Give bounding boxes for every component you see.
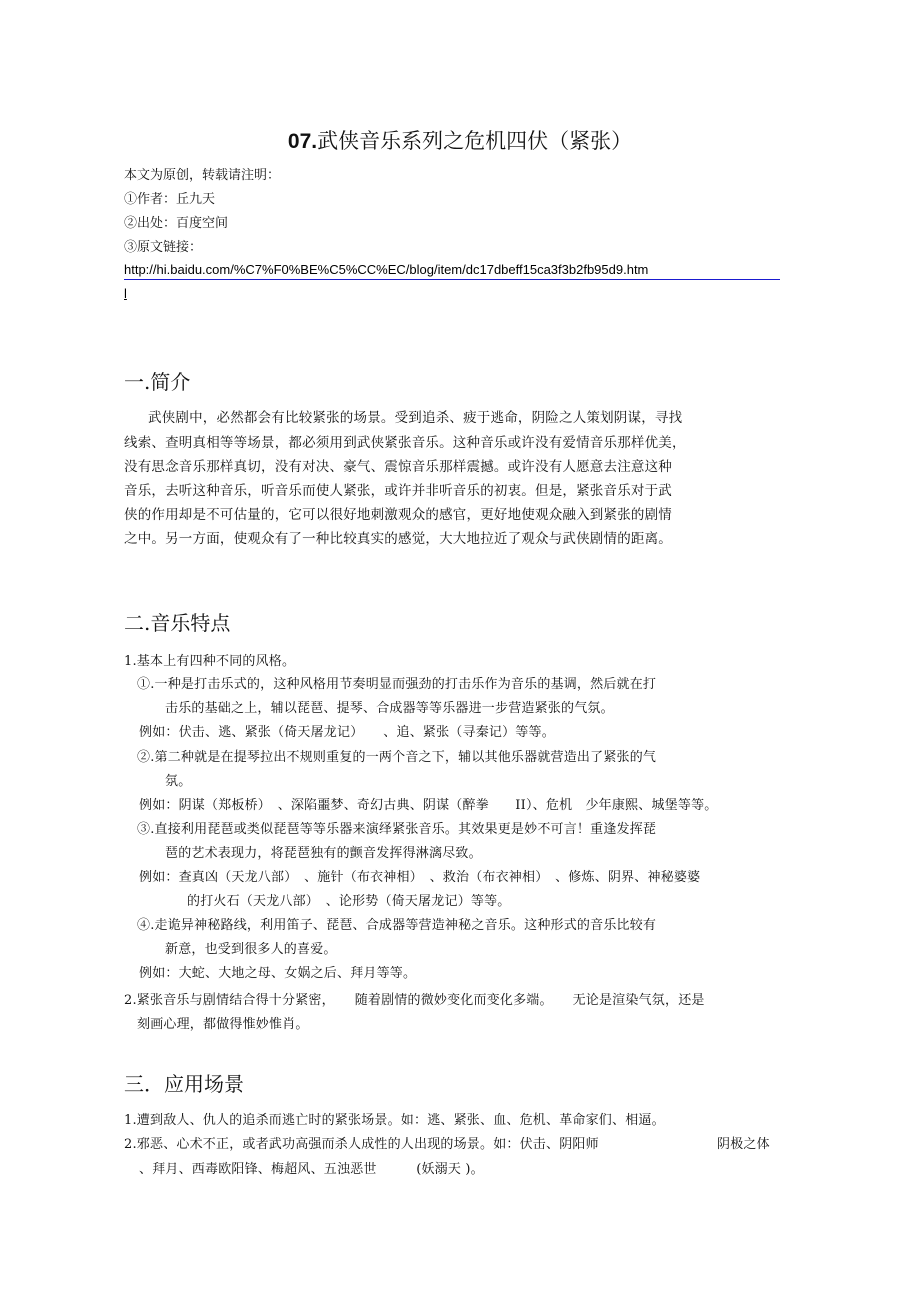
original-notice: 本文为原创，转载请注明：: [124, 168, 281, 183]
link-underline: [124, 279, 780, 280]
author-line: ①作者：丘九天: [124, 192, 216, 207]
style-3-line-2: 琶的艺术表现力，将琵琶独有的颤音发挥得淋漓尽致。: [165, 846, 482, 861]
source-link[interactable]: http://hi.baidu.com/%C7%F0%BE%C5%CC%EC/blog/item/dc17dbeff15ca3f3b2fb95d9.htm: [124, 262, 649, 277]
example-4: 例如：大蛇、大地之母、女娲之后、拜月等等。: [139, 966, 417, 981]
example-2: 例如：阴谋（郑板桥） 、深陷噩梦、奇幻古典、阴谋（醉拳 II）、危机 少年康熙、城堡等等。: [139, 798, 718, 813]
heading-num: 一.: [124, 370, 151, 394]
scene-1: 1.遭到敌人、仇人的追杀而逃亡时的紧张场景。如：逃、紧张、血、危机、革命家们、相逼。: [124, 1113, 665, 1128]
style-4-line-1: ④.走诡异神秘路线，利用笛子、琵琶、合成器等营造神秘之音乐。这种形式的音乐比较有: [137, 918, 657, 933]
heading-text: 简介: [150, 370, 191, 394]
scene-2-line-2: 、拜月、西毒欧阳锋、梅超风、五浊恶世 (妖溺天 )。: [139, 1162, 484, 1177]
feature-point-1: 1.基本上有四种不同的风格。: [124, 654, 296, 669]
intro-line-1: 武侠剧中，必然都会有比较紧张的场景。受到追杀、疲于逃命，阴险之人策划阴谋，寻找: [148, 410, 683, 426]
heading-text: 音乐特点: [150, 611, 231, 635]
example-3-line-1: 例如：查真凶（天龙八部） 、施针（布衣神相） 、救治（布衣神相） 、修炼、阴界、神秘婆婆: [139, 870, 701, 885]
intro-line-4: 音乐，去听这种音乐，听音乐而使人紧张，或许并非听音乐的初衷。但是，紧张音乐对于武: [124, 483, 672, 499]
section-heading-features: [124, 607, 230, 636]
intro-line-2: 线索、查明真相等等场景，都必须用到武侠紧张音乐。这种音乐或许没有爱情音乐那样优美，: [124, 435, 686, 451]
heading-num: 二.: [124, 611, 151, 635]
style-4-line-2: 新意，也受到很多人的喜爱。: [165, 942, 337, 957]
intro-line-3: 没有思念音乐那样真切，没有对决、豪气、震惊音乐那样震撼。或许没有人愿意去注意这种: [124, 459, 672, 475]
style-1-line-2: 击乐的基础之上，辅以琵琶、提琴、合成器等等乐器进一步营造紧张的气氛。: [165, 701, 614, 716]
intro-line-5: 侠的作用却是不可估量的，它可以很好地刺激观众的感官，更好地使观众融入到紧张的剧情: [124, 507, 672, 523]
scene-2-line-1: 2.邪恶、心术不正，或者武功高强而杀人成性的人出现的场景。如：伏击、阴阳师: [124, 1137, 599, 1152]
style-2-line-1: ②.第二种就是在提琴拉出不规则重复的一两个音之下，辅以其他乐器就营造出了紧张的气: [137, 750, 657, 765]
scene-2-line-1-tail: 阴极之体: [717, 1137, 770, 1152]
feature-point-2-line-2: 刻画心理，都做得惟妙惟肖。: [137, 1017, 309, 1032]
style-2-line-2: 氛。: [165, 774, 192, 789]
page-title: [0, 125, 920, 155]
title-text: 武侠音乐系列之危机四伏（紧张）: [317, 129, 633, 153]
example-3-line-2: 的打火石（天龙八部） 、论形势（倚天屠龙记）等等。: [187, 894, 511, 909]
section-heading-scenes: 三．应用场景: [124, 1072, 244, 1096]
section-heading-intro: [124, 366, 190, 395]
style-1-line-1: ①.一种是打击乐式的，这种风格用节奏明显而强劲的打击乐作为音乐的基调，然后就在打: [137, 677, 657, 692]
style-3-line-1: ③.直接利用琵琶或类似琵琶等等乐器来演绎紧张音乐。其效果更是妙不可言！重逢发挥琵: [137, 822, 657, 837]
feature-point-2-line-1: 2.紧张音乐与剧情结合得十分紧密， 随着剧情的微妙变化而变化多端。 无论是渲染气氛，还是: [124, 993, 705, 1008]
intro-line-6: 之中。另一方面，使观众有了一种比较真实的感觉，大大地拉近了观众与武侠剧情的距离。: [124, 531, 672, 547]
title-number: 07.: [287, 130, 318, 153]
link-label: ③原文链接：: [124, 240, 203, 255]
source-link-end[interactable]: l: [124, 286, 127, 301]
source-line: ②出处：百度空间: [124, 216, 229, 231]
example-1: 例如：伏击、逃、紧张（倚天屠龙记） 、追、紧张（寻秦记）等等。: [139, 725, 555, 740]
